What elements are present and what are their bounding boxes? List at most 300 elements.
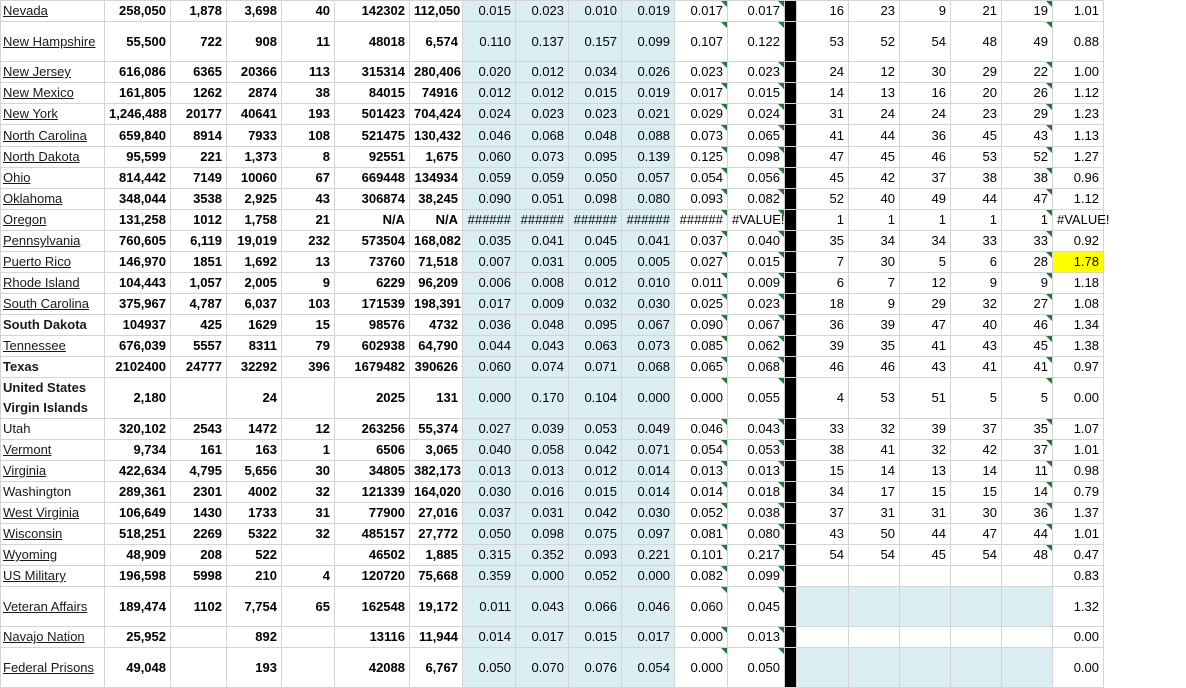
count-cell[interactable]: 6,037 [227, 294, 282, 315]
rate-cell[interactable]: 0.059 [516, 168, 569, 189]
rate-cell[interactable]: 0.093 [675, 189, 728, 210]
state-name-cell[interactable]: New Mexico [1, 83, 105, 104]
rate-cell[interactable]: 0.036 [463, 315, 516, 336]
count-cell[interactable]: 602938 [335, 336, 410, 357]
count-cell[interactable]: 98576 [335, 315, 410, 336]
rank-cell[interactable]: 42 [849, 168, 900, 189]
count-cell[interactable]: 96,209 [410, 273, 463, 294]
count-cell[interactable]: 9,734 [105, 440, 171, 461]
state-name-cell[interactable]: Virginia [1, 461, 105, 482]
state-name-cell[interactable]: Tennessee [1, 336, 105, 357]
rate-cell[interactable]: 0.012 [516, 83, 569, 104]
ratio-cell[interactable]: 0.47 [1053, 545, 1104, 566]
rate-cell[interactable]: 0.068 [622, 357, 675, 378]
rank-cell[interactable] [849, 566, 900, 587]
rate-cell[interactable]: 0.098 [569, 189, 622, 210]
count-cell[interactable]: 573504 [335, 231, 410, 252]
rank-cell[interactable]: 40 [951, 315, 1002, 336]
rank-cell[interactable]: 54 [797, 545, 849, 566]
rate-cell[interactable]: 0.107 [675, 22, 728, 62]
count-cell[interactable]: 2301 [171, 482, 227, 503]
rank-cell[interactable]: 9 [900, 1, 951, 22]
rate-cell[interactable]: 0.065 [675, 357, 728, 378]
ratio-cell[interactable]: 0.79 [1053, 482, 1104, 503]
rank-cell[interactable]: 47 [797, 147, 849, 168]
rate-cell[interactable]: 0.023 [728, 62, 785, 83]
rate-cell[interactable]: 0.059 [463, 168, 516, 189]
state-name-cell[interactable]: Wisconsin [1, 524, 105, 545]
rate-cell[interactable]: 0.068 [728, 357, 785, 378]
table-row[interactable] [1, 210, 1186, 231]
rank-cell[interactable]: 20 [951, 83, 1002, 104]
count-cell[interactable]: 760,605 [105, 231, 171, 252]
rate-cell[interactable]: 0.017 [675, 83, 728, 104]
rank-cell[interactable]: 54 [951, 545, 1002, 566]
rate-cell[interactable]: 0.066 [569, 587, 622, 627]
rate-cell[interactable]: 0.019 [622, 1, 675, 22]
rank-cell[interactable]: 38 [1002, 168, 1053, 189]
rank-cell[interactable] [797, 566, 849, 587]
rate-cell[interactable]: 0.015 [728, 83, 785, 104]
ratio-cell[interactable]: 1.08 [1053, 294, 1104, 315]
table-row[interactable] [1, 104, 1186, 125]
table-row[interactable] [1, 419, 1186, 440]
rank-cell[interactable]: 37 [1002, 440, 1053, 461]
count-cell[interactable]: 34805 [335, 461, 410, 482]
table-row[interactable] [1, 482, 1186, 503]
rate-cell[interactable]: 0.030 [622, 294, 675, 315]
count-cell[interactable]: 38,245 [410, 189, 463, 210]
table-row[interactable] [1, 566, 1186, 587]
rate-cell[interactable]: 0.157 [569, 22, 622, 62]
rate-cell[interactable]: 0.042 [569, 440, 622, 461]
rate-cell[interactable]: 0.016 [516, 482, 569, 503]
rank-cell[interactable]: 49 [900, 189, 951, 210]
rate-cell[interactable]: 0.000 [622, 566, 675, 587]
count-cell[interactable]: 65 [282, 587, 335, 627]
table-row[interactable] [1, 1, 1186, 22]
count-cell[interactable]: 103 [282, 294, 335, 315]
rank-cell[interactable] [849, 627, 900, 648]
count-cell[interactable]: 130,432 [410, 125, 463, 147]
rate-cell[interactable]: 0.000 [675, 627, 728, 648]
rate-cell[interactable]: 0.037 [675, 231, 728, 252]
state-name-cell[interactable]: Texas [1, 357, 105, 378]
ratio-cell[interactable]: #VALUE! [1053, 210, 1104, 231]
count-cell[interactable]: 21 [282, 210, 335, 231]
count-cell[interactable]: 210 [227, 566, 282, 587]
count-cell[interactable]: 1012 [171, 210, 227, 231]
count-cell[interactable]: 43 [282, 189, 335, 210]
count-cell[interactable]: 2543 [171, 419, 227, 440]
rank-cell[interactable]: 32 [951, 294, 1002, 315]
count-cell[interactable]: 1102 [171, 587, 227, 627]
rate-cell[interactable]: 0.054 [622, 648, 675, 688]
rank-cell[interactable]: 28 [1002, 252, 1053, 273]
rate-cell[interactable]: 0.055 [728, 378, 785, 419]
ratio-cell[interactable]: 1.32 [1053, 587, 1104, 627]
count-cell[interactable]: 27,772 [410, 524, 463, 545]
count-cell[interactable]: 518,251 [105, 524, 171, 545]
count-cell[interactable]: 704,424 [410, 104, 463, 125]
count-cell[interactable]: 4732 [410, 315, 463, 336]
rank-cell[interactable]: 30 [951, 503, 1002, 524]
rank-cell[interactable]: 43 [900, 357, 951, 378]
state-name-cell[interactable]: US Military [1, 566, 105, 587]
rate-cell[interactable]: 0.023 [516, 1, 569, 22]
rate-cell[interactable]: 0.217 [728, 545, 785, 566]
count-cell[interactable]: 1472 [227, 419, 282, 440]
rate-cell[interactable]: 0.024 [463, 104, 516, 125]
rate-cell[interactable]: 0.015 [569, 482, 622, 503]
rank-cell[interactable]: 16 [797, 1, 849, 22]
count-cell[interactable]: 73760 [335, 252, 410, 273]
state-name-cell[interactable]: Puerto Rico [1, 252, 105, 273]
count-cell[interactable]: 7149 [171, 168, 227, 189]
rate-cell[interactable]: 0.053 [569, 419, 622, 440]
rate-cell[interactable]: ###### [516, 210, 569, 231]
rate-cell[interactable]: 0.125 [675, 147, 728, 168]
table-row[interactable] [1, 22, 1186, 62]
ratio-cell[interactable]: 0.00 [1053, 378, 1104, 419]
rank-cell[interactable] [900, 566, 951, 587]
rank-cell[interactable]: 26 [1002, 83, 1053, 104]
rank-cell[interactable]: 16 [900, 83, 951, 104]
count-cell[interactable]: 390626 [410, 357, 463, 378]
count-cell[interactable]: 189,474 [105, 587, 171, 627]
rank-cell[interactable]: 37 [797, 503, 849, 524]
rate-cell[interactable]: 0.073 [622, 336, 675, 357]
count-cell[interactable]: 289,361 [105, 482, 171, 503]
count-cell[interactable]: 120720 [335, 566, 410, 587]
count-cell[interactable]: 13116 [335, 627, 410, 648]
rate-cell[interactable]: 0.060 [463, 357, 516, 378]
rank-cell[interactable]: 44 [849, 125, 900, 147]
rank-cell[interactable] [797, 648, 849, 688]
rank-cell[interactable]: 50 [849, 524, 900, 545]
rank-cell[interactable] [1002, 587, 1053, 627]
table-row[interactable] [1, 587, 1186, 627]
count-cell[interactable]: 5322 [227, 524, 282, 545]
table-row[interactable] [1, 336, 1186, 357]
count-cell[interactable]: 27,016 [410, 503, 463, 524]
rank-cell[interactable]: 12 [849, 62, 900, 83]
rate-cell[interactable]: 0.014 [463, 627, 516, 648]
rank-cell[interactable]: 31 [849, 503, 900, 524]
count-cell[interactable]: 3,698 [227, 1, 282, 22]
rate-cell[interactable]: 0.023 [569, 104, 622, 125]
rank-cell[interactable] [900, 587, 951, 627]
count-cell[interactable]: 19,019 [227, 231, 282, 252]
rate-cell[interactable]: ###### [622, 210, 675, 231]
count-cell[interactable]: 6,574 [410, 22, 463, 62]
table-row[interactable] [1, 273, 1186, 294]
table-row[interactable] [1, 627, 1186, 648]
count-cell[interactable]: 46502 [335, 545, 410, 566]
count-cell[interactable]: 31 [282, 503, 335, 524]
rate-cell[interactable]: 0.015 [728, 252, 785, 273]
rate-cell[interactable]: 0.014 [622, 461, 675, 482]
rank-cell[interactable] [951, 627, 1002, 648]
rank-cell[interactable]: 36 [900, 125, 951, 147]
count-cell[interactable]: 48,909 [105, 545, 171, 566]
table-row[interactable] [1, 461, 1186, 482]
rate-cell[interactable]: 0.139 [622, 147, 675, 168]
rank-cell[interactable]: 1 [1002, 210, 1053, 231]
count-cell[interactable]: 375,967 [105, 294, 171, 315]
ratio-cell[interactable]: 1.12 [1053, 189, 1104, 210]
rate-cell[interactable]: 0.011 [463, 587, 516, 627]
rank-cell[interactable]: 24 [797, 62, 849, 83]
rate-cell[interactable]: 0.025 [675, 294, 728, 315]
rank-cell[interactable]: 35 [797, 231, 849, 252]
count-cell[interactable] [282, 627, 335, 648]
rate-cell[interactable]: 0.023 [516, 104, 569, 125]
table-row[interactable] [1, 252, 1186, 273]
count-cell[interactable]: 232 [282, 231, 335, 252]
count-cell[interactable]: 164,020 [410, 482, 463, 503]
count-cell[interactable]: 221 [171, 147, 227, 168]
rank-cell[interactable]: 7 [797, 252, 849, 273]
rate-cell[interactable]: 0.013 [516, 461, 569, 482]
rate-cell[interactable]: 0.046 [675, 419, 728, 440]
rank-cell[interactable] [849, 587, 900, 627]
rank-cell[interactable]: 40 [849, 189, 900, 210]
rank-cell[interactable]: 31 [900, 503, 951, 524]
rate-cell[interactable]: 0.043 [516, 336, 569, 357]
count-cell[interactable]: 2102400 [105, 357, 171, 378]
rate-cell[interactable]: 0.075 [569, 524, 622, 545]
count-cell[interactable]: 193 [282, 104, 335, 125]
rank-cell[interactable]: 15 [951, 482, 1002, 503]
rank-cell[interactable]: 32 [900, 440, 951, 461]
count-cell[interactable]: 2269 [171, 524, 227, 545]
rank-cell[interactable]: 15 [900, 482, 951, 503]
rank-cell[interactable]: 36 [1002, 503, 1053, 524]
count-cell[interactable]: 2025 [335, 378, 410, 419]
state-name-cell[interactable]: Washington [1, 482, 105, 503]
ratio-cell[interactable]: 1.37 [1053, 503, 1104, 524]
rank-cell[interactable] [900, 648, 951, 688]
rate-cell[interactable]: 0.009 [516, 294, 569, 315]
state-name-cell[interactable]: South Carolina [1, 294, 105, 315]
rank-cell[interactable]: 43 [797, 524, 849, 545]
rate-cell[interactable]: 0.017 [622, 627, 675, 648]
rank-cell[interactable]: 32 [849, 419, 900, 440]
rate-cell[interactable]: 0.122 [728, 22, 785, 62]
count-cell[interactable]: 12 [282, 419, 335, 440]
rate-cell[interactable]: 0.013 [728, 461, 785, 482]
count-cell[interactable]: 162548 [335, 587, 410, 627]
rate-cell[interactable]: 0.023 [675, 62, 728, 83]
rate-cell[interactable]: 0.011 [675, 273, 728, 294]
rank-cell[interactable]: 4 [797, 378, 849, 419]
rank-cell[interactable]: 14 [797, 83, 849, 104]
rate-cell[interactable]: 0.000 [463, 378, 516, 419]
table-row[interactable] [1, 147, 1186, 168]
ratio-cell[interactable]: 1.07 [1053, 419, 1104, 440]
rate-cell[interactable]: 0.104 [569, 378, 622, 419]
rank-cell[interactable]: 43 [1002, 125, 1053, 147]
count-cell[interactable]: N/A [335, 210, 410, 231]
ratio-cell[interactable]: 1.01 [1053, 524, 1104, 545]
count-cell[interactable]: 659,840 [105, 125, 171, 147]
rank-cell[interactable]: 14 [849, 461, 900, 482]
state-name-cell[interactable]: New Hampshire [1, 22, 105, 62]
count-cell[interactable]: 521475 [335, 125, 410, 147]
count-cell[interactable]: 40641 [227, 104, 282, 125]
count-cell[interactable]: 38 [282, 83, 335, 104]
table-row[interactable] [1, 524, 1186, 545]
count-cell[interactable]: 485157 [335, 524, 410, 545]
count-cell[interactable]: 32 [282, 482, 335, 503]
rank-cell[interactable]: 29 [900, 294, 951, 315]
count-cell[interactable]: 77900 [335, 503, 410, 524]
count-cell[interactable]: 15 [282, 315, 335, 336]
count-cell[interactable]: 146,970 [105, 252, 171, 273]
rate-cell[interactable]: 0.015 [569, 83, 622, 104]
rate-cell[interactable]: 0.024 [728, 104, 785, 125]
ratio-cell[interactable]: 1.01 [1053, 440, 1104, 461]
rate-cell[interactable]: 0.005 [569, 252, 622, 273]
rate-cell[interactable]: 0.040 [463, 440, 516, 461]
rate-cell[interactable]: 0.045 [569, 231, 622, 252]
state-name-cell[interactable]: Vermont [1, 440, 105, 461]
rank-cell[interactable]: 38 [951, 168, 1002, 189]
rate-cell[interactable]: 0.050 [569, 168, 622, 189]
count-cell[interactable]: 171539 [335, 294, 410, 315]
rate-cell[interactable]: 0.045 [728, 587, 785, 627]
count-cell[interactable]: 71,518 [410, 252, 463, 273]
count-cell[interactable]: 131,258 [105, 210, 171, 231]
count-cell[interactable]: 95,599 [105, 147, 171, 168]
count-cell[interactable]: 142302 [335, 1, 410, 22]
rank-cell[interactable]: 33 [951, 231, 1002, 252]
count-cell[interactable]: 7933 [227, 125, 282, 147]
rate-cell[interactable]: 0.015 [463, 1, 516, 22]
rate-cell[interactable]: 0.037 [463, 503, 516, 524]
state-name-cell[interactable]: Oregon [1, 210, 105, 231]
rate-cell[interactable]: 0.052 [675, 503, 728, 524]
count-cell[interactable]: 24 [227, 378, 282, 419]
state-name-cell[interactable]: Nevada [1, 1, 105, 22]
rank-cell[interactable]: 53 [951, 147, 1002, 168]
rate-cell[interactable]: ###### [463, 210, 516, 231]
rate-cell[interactable]: 0.090 [463, 189, 516, 210]
count-cell[interactable]: 8914 [171, 125, 227, 147]
state-name-cell[interactable]: West Virginia [1, 503, 105, 524]
rank-cell[interactable]: 35 [849, 336, 900, 357]
count-cell[interactable]: 616,086 [105, 62, 171, 83]
rate-cell[interactable]: 0.056 [728, 168, 785, 189]
rate-cell[interactable]: 0.043 [516, 587, 569, 627]
count-cell[interactable]: 10060 [227, 168, 282, 189]
rank-cell[interactable]: 9 [849, 294, 900, 315]
rank-cell[interactable]: 46 [849, 357, 900, 378]
rate-cell[interactable]: 0.054 [675, 168, 728, 189]
ratio-cell[interactable]: 1.38 [1053, 336, 1104, 357]
rank-cell[interactable]: 6 [797, 273, 849, 294]
count-cell[interactable]: 722 [171, 22, 227, 62]
count-cell[interactable]: 42088 [335, 648, 410, 688]
rank-cell[interactable]: 49 [1002, 22, 1053, 62]
rank-cell[interactable]: 21 [951, 1, 1002, 22]
rate-cell[interactable]: 0.017 [728, 1, 785, 22]
rank-cell[interactable]: 22 [1002, 62, 1053, 83]
rank-cell[interactable]: 30 [849, 252, 900, 273]
rank-cell[interactable] [1002, 648, 1053, 688]
rank-cell[interactable] [951, 587, 1002, 627]
count-cell[interactable]: 908 [227, 22, 282, 62]
state-name-cell[interactable]: New Jersey [1, 62, 105, 83]
table-row[interactable] [1, 168, 1186, 189]
rank-cell[interactable]: 29 [1002, 104, 1053, 125]
count-cell[interactable]: 8 [282, 147, 335, 168]
count-cell[interactable]: 121339 [335, 482, 410, 503]
table-row[interactable] [1, 231, 1186, 252]
rate-cell[interactable]: 0.052 [569, 566, 622, 587]
rank-cell[interactable]: 14 [951, 461, 1002, 482]
rate-cell[interactable]: 0.080 [622, 189, 675, 210]
rate-cell[interactable]: 0.010 [622, 273, 675, 294]
table-row[interactable] [1, 83, 1186, 104]
state-name-cell[interactable]: Utah [1, 419, 105, 440]
rank-cell[interactable]: 37 [951, 419, 1002, 440]
count-cell[interactable]: 1733 [227, 503, 282, 524]
rate-cell[interactable]: 0.060 [463, 147, 516, 168]
table-row[interactable] [1, 62, 1186, 83]
state-name-cell[interactable]: Ohio [1, 168, 105, 189]
ratio-cell[interactable]: 0.88 [1053, 22, 1104, 62]
count-cell[interactable]: 40 [282, 1, 335, 22]
rank-cell[interactable] [1002, 627, 1053, 648]
table-row[interactable] [1, 440, 1186, 461]
rate-cell[interactable]: 0.058 [516, 440, 569, 461]
rate-cell[interactable]: 0.041 [516, 231, 569, 252]
state-name-cell[interactable]: Navajo Nation [1, 627, 105, 648]
table-row[interactable] [1, 125, 1186, 147]
count-cell[interactable]: 2,180 [105, 378, 171, 419]
state-name-cell[interactable]: Pennsylvania [1, 231, 105, 252]
rate-cell[interactable]: 0.017 [675, 1, 728, 22]
rank-cell[interactable] [951, 648, 1002, 688]
count-cell[interactable]: 501423 [335, 104, 410, 125]
count-cell[interactable] [282, 545, 335, 566]
rank-cell[interactable]: 48 [951, 22, 1002, 62]
state-name-cell[interactable]: Oklahoma [1, 189, 105, 210]
rank-cell[interactable]: 53 [797, 22, 849, 62]
rate-cell[interactable]: 0.035 [463, 231, 516, 252]
rank-cell[interactable]: 44 [900, 524, 951, 545]
count-cell[interactable]: 3538 [171, 189, 227, 210]
count-cell[interactable]: 3,065 [410, 440, 463, 461]
rate-cell[interactable]: 0.017 [516, 627, 569, 648]
rate-cell[interactable]: 0.101 [675, 545, 728, 566]
ratio-cell[interactable]: 1.23 [1053, 104, 1104, 125]
count-cell[interactable]: 422,634 [105, 461, 171, 482]
rate-cell[interactable]: 0.065 [728, 125, 785, 147]
count-cell[interactable]: 161 [171, 440, 227, 461]
rank-cell[interactable]: 47 [951, 524, 1002, 545]
count-cell[interactable]: 11 [282, 22, 335, 62]
rate-cell[interactable]: 0.030 [463, 482, 516, 503]
rate-cell[interactable]: 0.082 [675, 566, 728, 587]
ratio-cell[interactable]: 1.18 [1053, 273, 1104, 294]
count-cell[interactable]: 20366 [227, 62, 282, 83]
count-cell[interactable]: 2,005 [227, 273, 282, 294]
rate-cell[interactable]: 0.060 [675, 587, 728, 627]
count-cell[interactable]: 198,391 [410, 294, 463, 315]
